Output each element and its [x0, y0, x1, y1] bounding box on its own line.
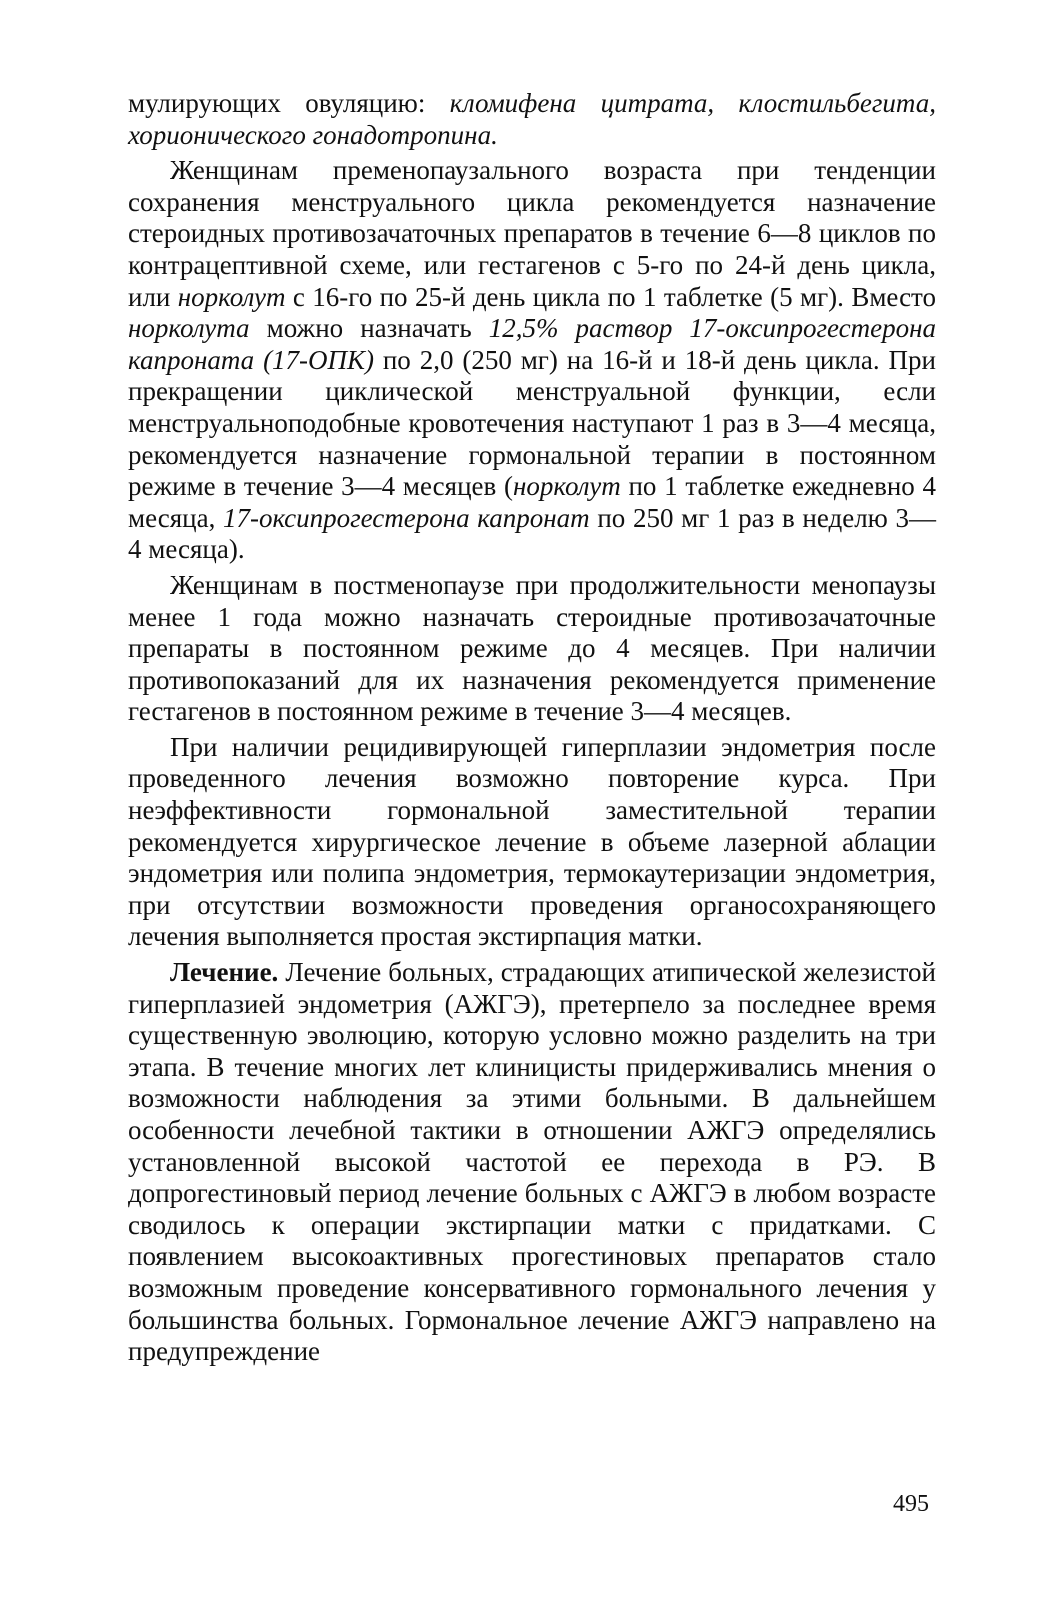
text-run: Женщинам пременопаузального возраста при тенденции сохранения менструального цикла рекомендуется назначение стероидных противозачаточных препаратов в течение 6—8 циклов по контрацептивной схеме, или гестагенов с 5-го по 24-й день цикла, или	[128, 155, 936, 312]
page-number: 495	[893, 1491, 929, 1517]
text-run: с 16-го по 25-й день цикла по 1 таблетке (5 мг). Вместо	[285, 281, 936, 312]
text-run: мулирующих овуляцию:	[128, 88, 450, 118]
run-in-heading: Лечение.	[170, 957, 279, 988]
paragraph	[128, 732, 936, 953]
text-run: Женщинам в постменопаузе при продолжительности менопаузы менее 1 года можно назначать стероидные противозачаточные препараты в постоянном режиме до 4 месяцев. При наличии противопоказаний для их назначения рекомендуется применение гестагенов в постоянном режиме в течение 3—4 месяцев.	[128, 569, 936, 727]
paragraph	[128, 88, 936, 151]
italic-text-run: норколут	[177, 281, 286, 312]
italic-text-run: 17-оксипрогестерона капронат	[223, 502, 590, 533]
italic-text-run: норколута	[128, 313, 250, 344]
text-run: При наличии рецидивирующей гиперплазии эндометрия после проведенного лечения возможно повторение курса. При неэффективности гормональной заместительной терапии рекомендуется хирургическое лечение в объеме лазерной аблации эндометрия или полипа эндометрия, термокаутеризации эндометрия, при отсутствии возможности проведения органосохраняющего лечения выполняется простая экстирпация матки.	[128, 731, 936, 952]
paragraph	[128, 155, 936, 566]
paragraph	[128, 957, 936, 1368]
text-run: Лечение больных, страдающих атипической железистой гиперплазией эндометрия (АЖГЭ), претерпело за последнее время существенную эволюцию, которую условно можно разделить на три этапа. В течение многих лет клиницисты придерживались мнения о возможности наблюдения за этими больными. В дальнейшем особенности лечебной тактики в отношении АЖГЭ определялись установленной высокой частотой ее перехода в РЭ. В допрогестиновый период лечение больных с АЖГЭ в любом возрасте сводилось к операции экстирпации матки с придатками. С появлением высокоактивных прогестиновых препаратов стало возможным проведение консервативного гормонального лечения у большинства больных. Гормональное лечение АЖГЭ направлено на предупреждение	[128, 957, 936, 1367]
text-run: по 2,0 (250 мг) на 16-й и 18-й день цикла. При прекращении циклической менструальной функции, если менструальноподобные кровотечения наступают 1 раз в 3—4 месяца, рекомендуется назначение гормональной терапии в постоянном режиме в течение 3—4 месяцев (	[128, 344, 936, 502]
italic-text-run: норколут	[512, 471, 621, 502]
text-run: можно назначать	[249, 313, 489, 344]
italic-text-run: кломифена цитрата, клостильбегита, хорионического гонадотропина.	[128, 88, 937, 150]
text-run: по 1 таблетке ежедневно 4 месяца,	[128, 471, 937, 533]
paragraph	[128, 570, 936, 728]
italic-text-run: 12,5% раствор 17-оксипрогестерона капроната (17-ОПК)	[128, 313, 936, 375]
text-run: по 250 мг 1 раз в неделю 3—4 месяца).	[128, 502, 937, 565]
body-text	[128, 88, 936, 1368]
